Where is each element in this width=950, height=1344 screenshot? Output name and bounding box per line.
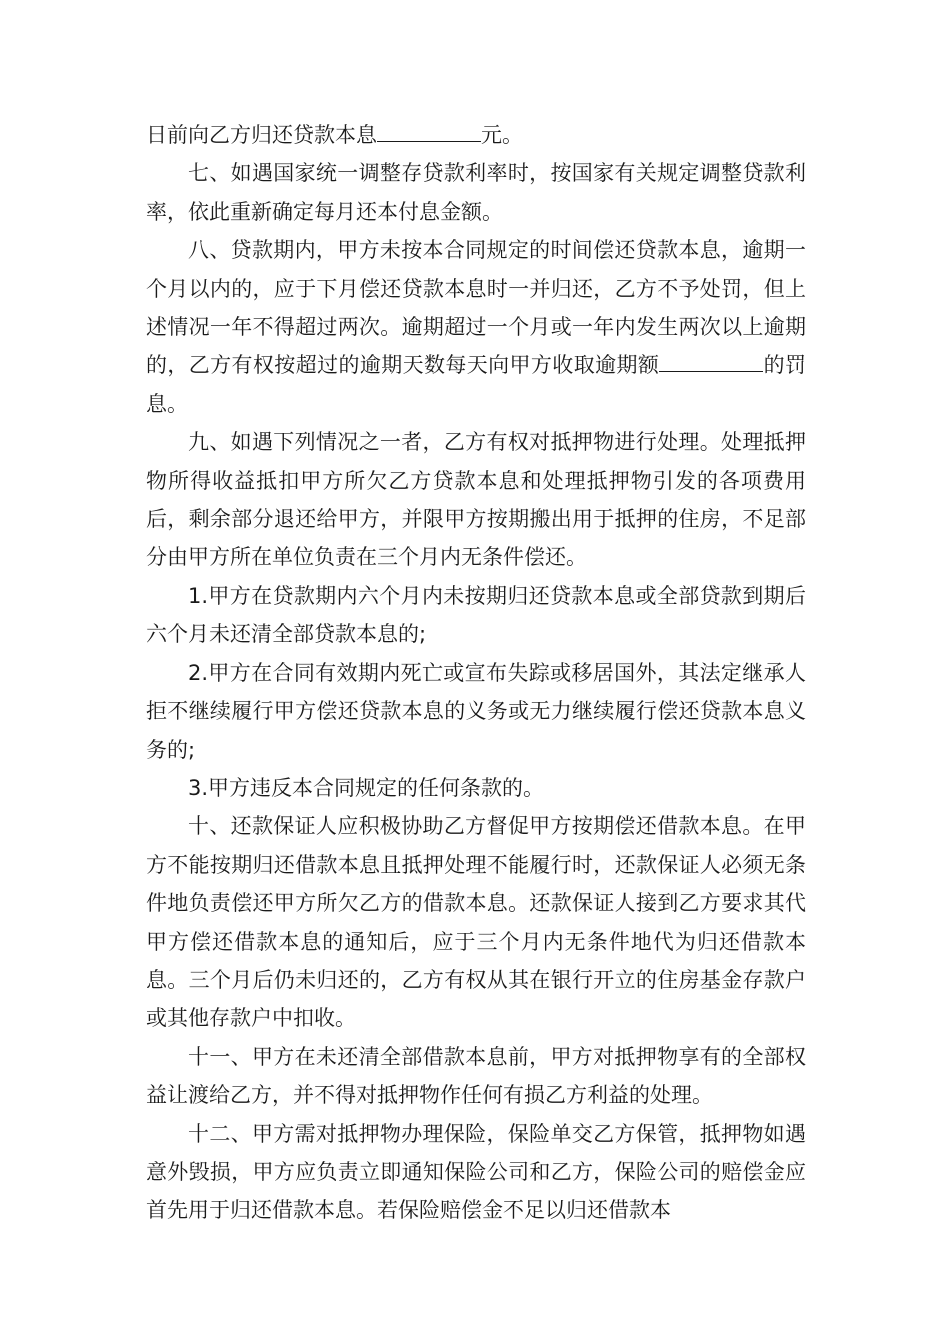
clause-8 — [146, 231, 806, 423]
clause-10: 十、还款保证人应积极协助乙方督促甲方按期偿还借款本息。在甲方不能按期归还借款本息且抵押处理不能履行时，还款保证人必须无条件地负责偿还甲方所欠乙方的借款本息。还款保证人接到乙方要求其代甲方偿还借款本息的通知后，应于三个月内无条件地代为归还借款本息。三个月后仍未归还的，乙方有权从其在银行开立的住房基金存款户或其他存款户中扣收。 — [146, 814, 806, 1031]
clause-7: 七、如遇国家统一调整存贷款利率时，按国家有关规定调整贷款利率，依此重新确定每月还本付息金额。 — [146, 161, 806, 224]
paragraph-text: 八、贷款期内，甲方未按本合同规定的时间偿还贷款本息，逾期一个月以内的，应于下月偿还贷款本息时一并归还，乙方不予处罚，但上述情况一年不得超过两次。逾期超过一个月或一年内发生两次以上逾期的，乙方有权按超过的逾期天数每天向甲方收取逾期额 — [146, 238, 806, 378]
clause-11: 十一、甲方在未还清全部借款本息前，甲方对抵押物享有的全部权益让渡给乙方，并不得对抵押物作任何有损乙方利益的处理。 — [146, 1044, 806, 1108]
clause-9-item-3: 3.甲方违反本合同规定的任何条款的。 — [188, 775, 545, 800]
clause-12: 十二、甲方需对抵押物办理保险，保险单交乙方保管，抵押物如遇意外毁损，甲方应负责立即通知保险公司和乙方，保险公司的赔偿金应首先用于归还借款本息。若保险赔偿金不足以归还借款本 — [146, 1121, 806, 1223]
clause-9-item-2: 2.甲方在合同有效期内死亡或宣布失踪或移居国外，其法定继承人拒不继续履行甲方偿还贷款本息的义务或无力继续履行偿还贷款本息义务的; — [146, 660, 806, 762]
penalty-blank — [659, 351, 763, 372]
paragraph-text: 的罚息。 — [146, 353, 807, 416]
clause-9-item-1: 1.甲方在贷款期内六个月内未按期归还贷款本息或全部贷款到期后六个月未还清全部贷款本息的; — [146, 583, 806, 647]
clause-9: 九、如遇下列情况之一者，乙方有权对抵押物进行处理。处理抵押物所得收益抵扣甲方所欠乙方贷款本息和处理抵押物引发的各项费用后，剩余部分退还给甲方，并限甲方按期搬出用于抵押的住房，不足部分由甲方所在单位负责在三个月内无条件偿还。 — [146, 430, 806, 570]
paragraph-continuation — [146, 116, 806, 154]
amount-blank — [377, 121, 481, 142]
paragraph-text: 日前向乙方归还贷款本息 — [146, 123, 377, 147]
document-page — [146, 116, 806, 1230]
paragraph-text: 元。 — [481, 123, 523, 147]
